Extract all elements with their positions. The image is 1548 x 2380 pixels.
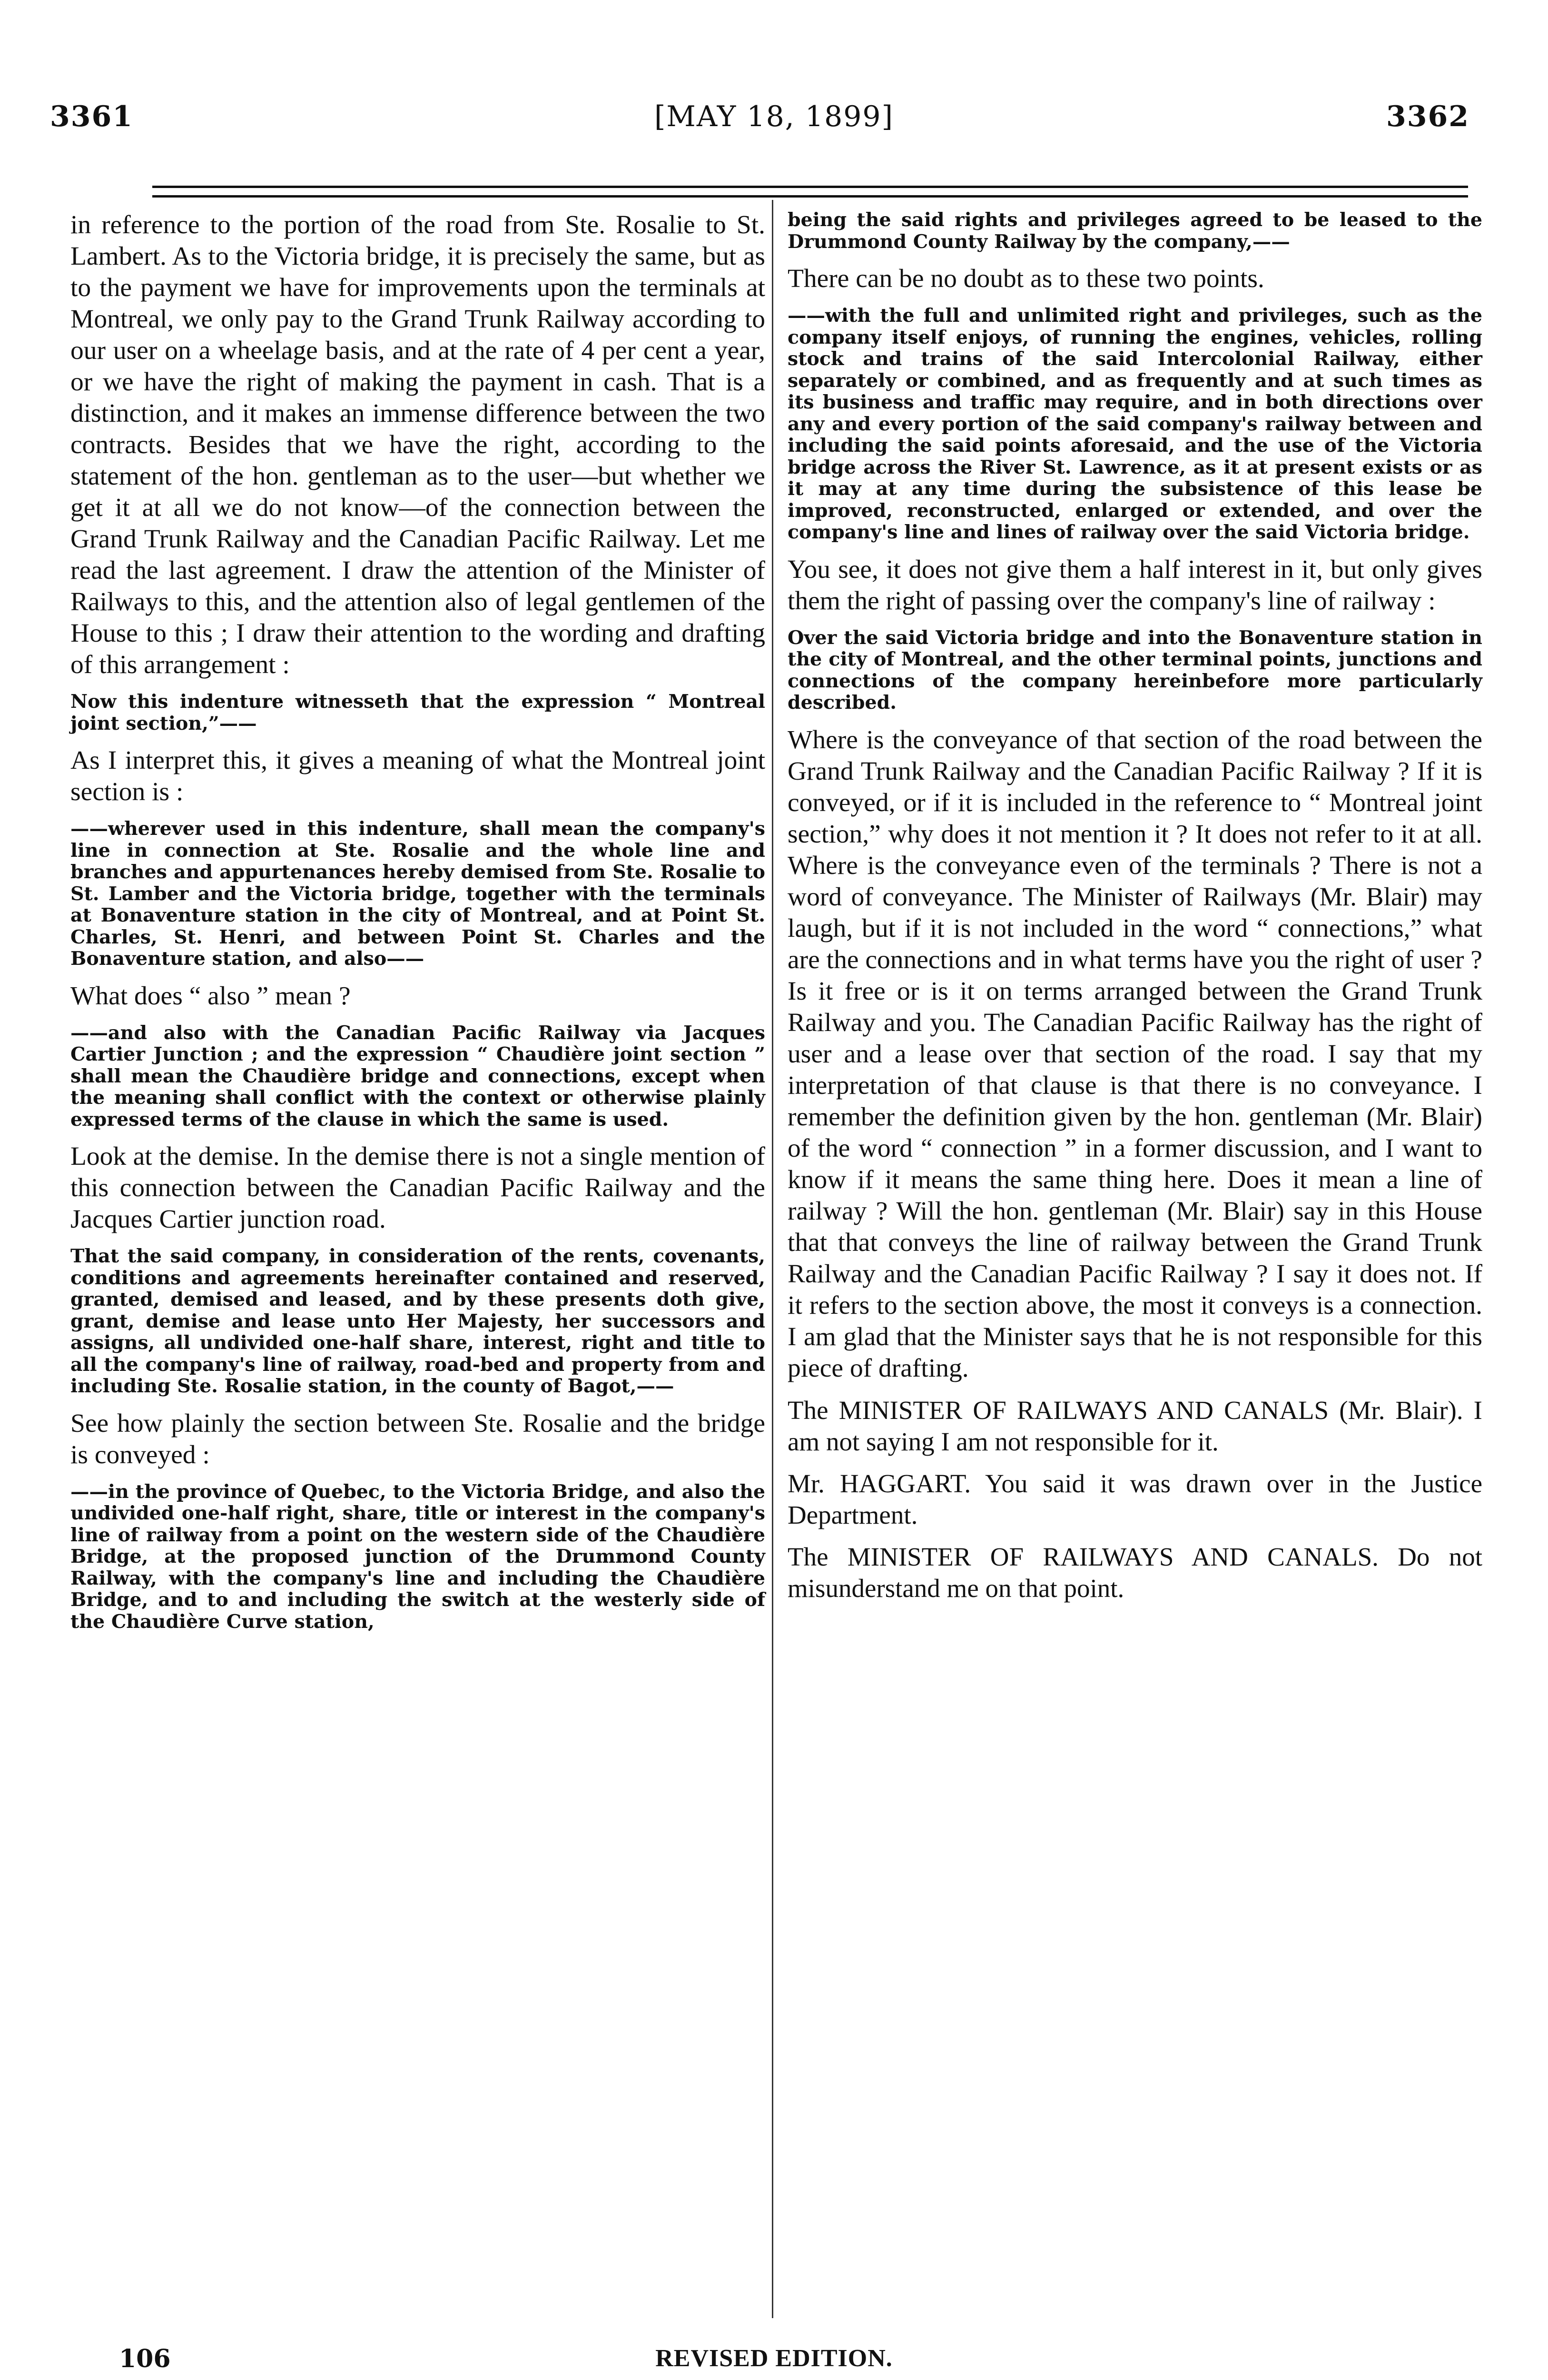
paragraph: You see, it does not give them a half interest in it, but only gives them the right of passing over the company's line of railway : bbox=[788, 555, 1482, 615]
quoted-paragraph: being the said rights and privileges agreed to be leased to the Drummond County Railway by the company,—— bbox=[788, 209, 1482, 253]
page-date: [MAY 18, 1899] bbox=[654, 100, 894, 133]
paragraph: What does “ also ” mean ? bbox=[70, 981, 351, 1011]
paragraph: Look at the demise. In the demise there is not a single mention of this connection between the Canadian Pacific Railway and the Jacques Cartier junction road. bbox=[70, 1142, 765, 1234]
quoted-paragraph: Over the said Victoria bridge and into the Bonaventure station in the city of Montreal, and the other terminal points, junctions and connections of the company hereinbefore more particularly described. bbox=[788, 626, 1482, 714]
footer-page-number: 106 bbox=[119, 2344, 171, 2373]
quoted-paragraph: ——wherever used in this indenture, shall mean the company's line in connection at Ste. Rosalie and the whole line and branches and appurtenances hereby demised from Ste. Rosalie to St. Lamber and the Victoria bridge, together with the terminals at Bonaventure station in the city of Montreal, and at Point St. Charles, St. Henri, and between Point St. Charles and the Bonaventure station, and also—— bbox=[70, 818, 765, 970]
header-rule-bottom bbox=[152, 195, 1468, 198]
paragraph: Where is the conveyance of that section of the road between the Grand Trunk Railway and the Canadian Pacific Railway ? If it is conveyed, or if it is included in the reference to “ Montreal joint section,” why does it not mention it ? It does not refer to it at all. Where is the conveyance even of the terminals ? There is not a word of conveyance. The Minister of Railways (Mr. Blair) may laugh, but if it is not included in the word “ connections,” what are the connections and in what terms have you the right of user ? Is it free or is it on terms arranged between the Grand Trunk Railway and you. The Canadian Pacific Railway has the right of user and a lease over that section of the road. I say that my interpretation of that clause is that there is no conveyance. I remember the definition given by the hon. gentleman (Mr. Blair) of the word “ connection ” in a former discussion, and I want to know if it means the same thing here. Does it mean a line of railway ? Will the hon. gentleman (Mr. Blair) say in this House that that conveys the line of railway between the Grand Trunk Railway and the Canadian Pacific Railway ? I say it does not. If it refers to the section above, the most it conveys is a connection. I am glad that the Minister says that he is not responsible for this piece of drafting. bbox=[788, 725, 1482, 1383]
right-column bbox=[788, 209, 1482, 1615]
paragraph: in reference to the portion of the road from Ste. Rosalie to St. Lambert. As to the Victoria bridge, it is precisely the same, but as to the payment we have for improvements upon the terminals at Montreal, we only pay to the Grand Trunk Railway according to our user on a wheelage basis, and at the rate of 4 per cent a year, or we have the right of making the payment in cash. That is a distinction, and it makes an immense difference between the two contracts. Besides that we have the right, according to the statement of the hon. gentleman as to the user—but whether we get it at all we do not know—of the connection between the Grand Trunk Railway and the Canadian Pacific Railway. Let me read the last agreement. I draw the attention of the Minister of Railways to this, and the attention also of legal gentlemen of the House to this ; I draw their attention to the wording and drafting of this arrangement : bbox=[70, 210, 765, 679]
header-rule-top bbox=[152, 186, 1468, 188]
paragraph: There can be no doubt as to these two points. bbox=[788, 264, 1264, 293]
right-page-number: 3362 bbox=[1386, 100, 1469, 133]
quoted-paragraph: ——with the full and unlimited right and privileges, such as the company itself enjoys, of running the engines, vehicles, rolling stock and trains of the said Intercolonial Railway, either separately or combined, and as frequently and at such times as its business and traffic may require, and in both directions over any and every portion of the said company's railway between and including the said points aforesaid, and the use of the Victoria bridge across the River St. Lawrence, as it at present exists or as it may at any time during the subsistence of this lease be improved, reconstructed, enlarged or extended, and over the company's line and lines of railway over the said Victoria bridge. bbox=[788, 305, 1482, 543]
quoted-paragraph: ——and also with the Canadian Pacific Railway via Jacques Cartier Junction ; and the expression “ Chaudière joint section ” shall mean the Chaudière bridge and connections, except when the meaning shall conflict with the context or otherwise plainly expressed terms of the clause in which the same is used. bbox=[70, 1021, 765, 1130]
paragraph: As I interpret this, it gives a meaning of what the Montreal joint section is : bbox=[70, 746, 765, 806]
edition-label: REVISED EDITION. bbox=[655, 2345, 893, 2372]
column-divider bbox=[772, 200, 773, 2318]
quoted-paragraph: ——in the province of Quebec, to the Victoria Bridge, and also the undivided one-half right, share, title or interest in the company's line of railway from a point on the western side of the Chaudière Bridge, at the proposed junction of the Drummond County Railway, with the company's line and including the Chaudière Bridge, and to and including the switch at the westerly side of the Chaudière Curve station, bbox=[70, 1480, 765, 1633]
speaker-remark: The MINISTER OF RAILWAYS AND CANALS (Mr. Blair). I am not saying I am not responsible for it. bbox=[788, 1395, 1482, 1456]
speaker-remark: Mr. HAGGART. You said it was drawn over in the Justice Department. bbox=[788, 1468, 1482, 1529]
left-column bbox=[70, 209, 765, 1643]
paragraph: See how plainly the section between Ste. Rosalie and the bridge is conveyed : bbox=[70, 1408, 765, 1469]
left-page-number: 3361 bbox=[50, 100, 133, 133]
speaker-remark: The MINISTER OF RAILWAYS AND CANALS. Do not misunderstand me on that point. bbox=[788, 1542, 1482, 1603]
quoted-paragraph: That the said company, in consideration of the rents, covenants, conditions and agreements hereinafter contained and reserved, granted, demised and leased, and by these presents doth give, grant, demise and lease unto Her Majesty, her successors and assigns, all undivided one-half share, interest, right and title to all the company's line of railway, road-bed and property from and including Ste. Rosalie station, in the county of Bagot,—— bbox=[70, 1245, 765, 1397]
quoted-paragraph: Now this indenture witnesseth that the expression “ Montreal joint section,”—— bbox=[70, 691, 765, 734]
